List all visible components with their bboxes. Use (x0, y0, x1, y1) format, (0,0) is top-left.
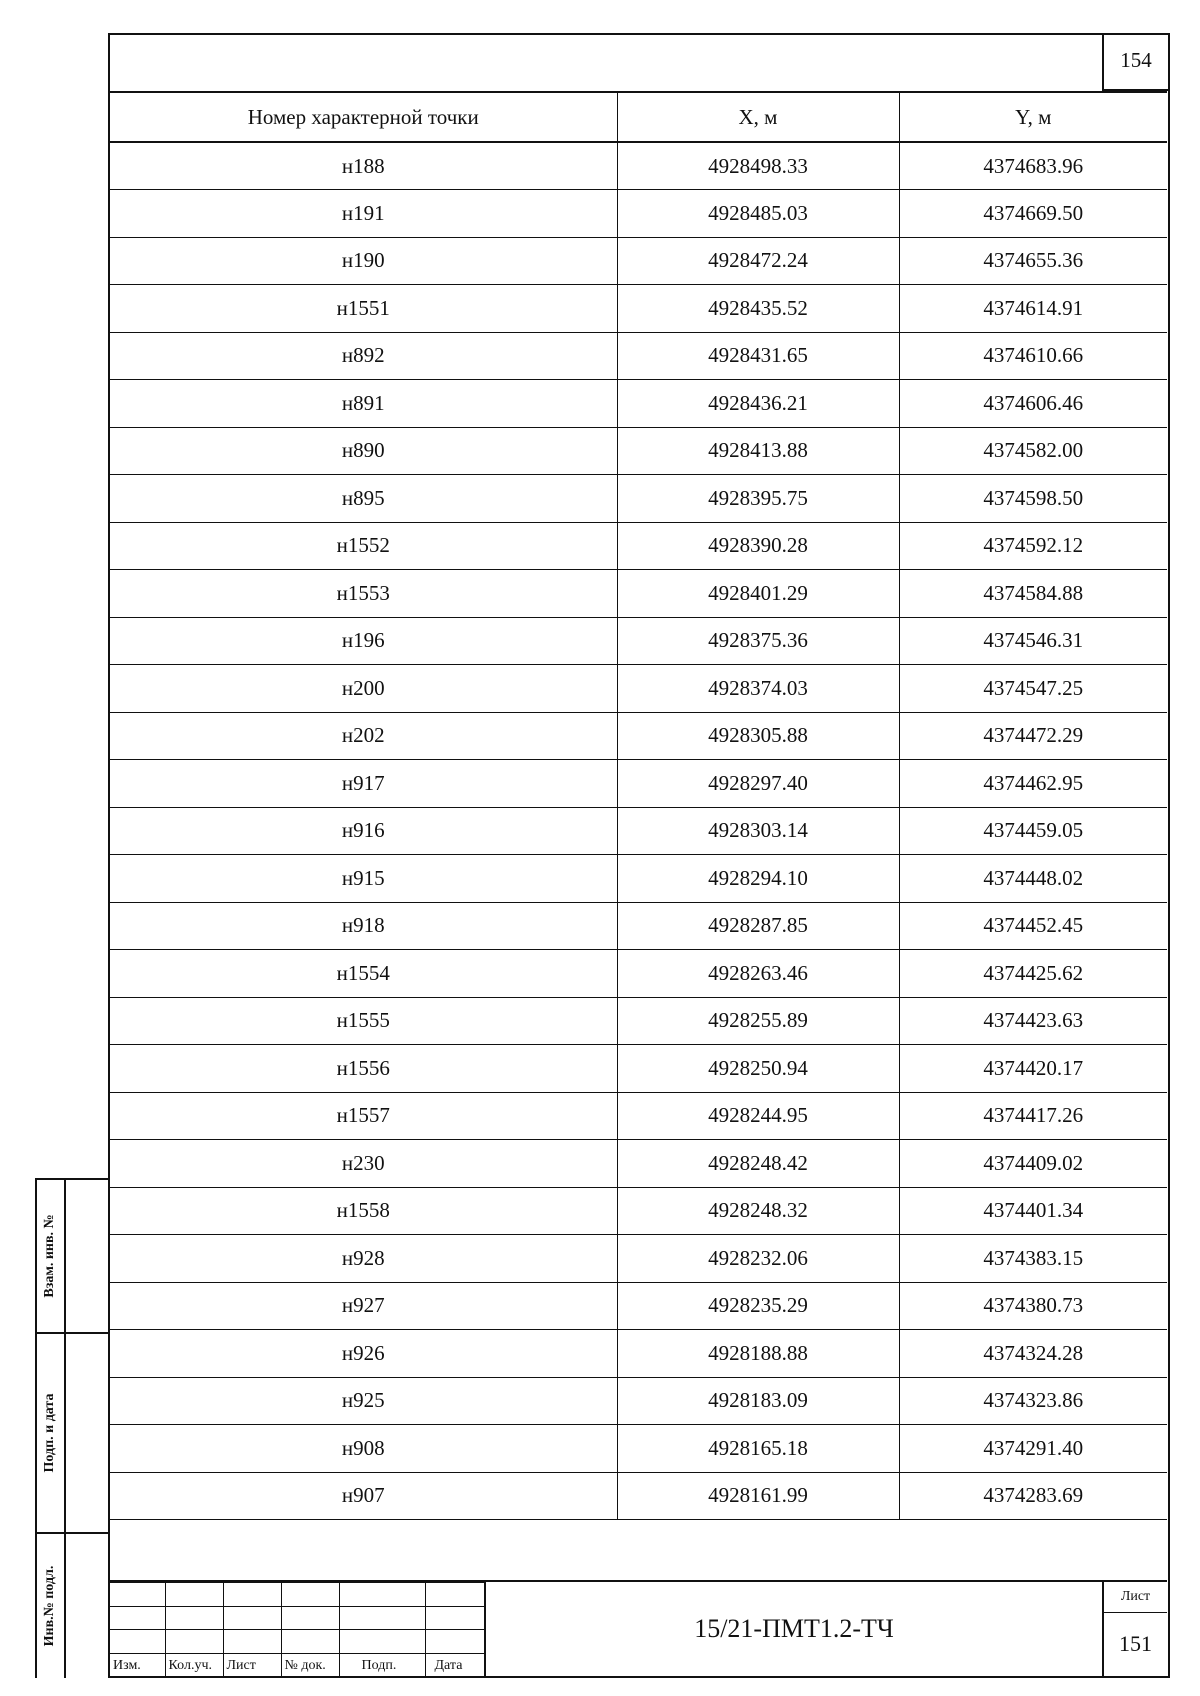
y-coordinate-cell: 4374380.73 (899, 1282, 1167, 1330)
y-coordinate-cell: 4374324.28 (899, 1330, 1167, 1378)
table-row (110, 807, 1167, 855)
point-number-cell: н200 (110, 665, 617, 713)
col-count: Кол.уч. (165, 1653, 223, 1677)
x-coordinate-cell: 4928431.65 (617, 332, 899, 380)
x-coordinate-cell: 4928255.89 (617, 997, 899, 1045)
point-number-cell: н1555 (110, 997, 617, 1045)
point-number-cell: н927 (110, 1282, 617, 1330)
y-coordinate-cell: 4374417.26 (899, 1092, 1167, 1140)
header-x: X, м (617, 92, 899, 142)
side-label-inv-original: Инв.№ подл. (42, 1565, 57, 1647)
revision-row (110, 1583, 484, 1607)
x-coordinate-cell: 4928250.94 (617, 1045, 899, 1093)
side-label-inv-replace: Взам. инв. № (42, 1214, 57, 1298)
sheet-number: 151 (1119, 1631, 1152, 1656)
table-row (110, 1425, 1167, 1473)
sheet-box (1102, 1582, 1167, 1676)
side-label-signature-date: Подп. и дата (42, 1393, 57, 1473)
table-row (110, 570, 1167, 618)
x-coordinate-cell: 4928305.88 (617, 712, 899, 760)
table-row (110, 1282, 1167, 1330)
y-coordinate-cell: 4374614.91 (899, 285, 1167, 333)
x-coordinate-cell: 4928294.10 (617, 855, 899, 903)
y-coordinate-cell: 4374592.12 (899, 522, 1167, 570)
point-number-cell: н892 (110, 332, 617, 380)
point-number-cell: н916 (110, 807, 617, 855)
table-row (110, 902, 1167, 950)
title-block (110, 1580, 1167, 1676)
x-coordinate-cell: 4928161.99 (617, 1472, 899, 1520)
y-coordinate-cell: 4374606.46 (899, 380, 1167, 428)
y-coordinate-cell: 4374323.86 (899, 1377, 1167, 1425)
y-coordinate-cell: 4374683.96 (899, 142, 1167, 190)
point-number-cell: н1553 (110, 570, 617, 618)
side-cell-inv-replace (37, 1180, 108, 1334)
y-coordinate-cell: 4374291.40 (899, 1425, 1167, 1473)
table-row (110, 285, 1167, 333)
x-coordinate-cell: 4928248.32 (617, 1187, 899, 1235)
table-row (110, 332, 1167, 380)
x-coordinate-cell: 4928303.14 (617, 807, 899, 855)
point-number-cell: н191 (110, 190, 617, 238)
y-coordinate-cell: 4374401.34 (899, 1187, 1167, 1235)
y-coordinate-cell: 4374582.00 (899, 427, 1167, 475)
x-coordinate-cell: 4928232.06 (617, 1235, 899, 1283)
col-sheet: Лист (223, 1653, 281, 1677)
x-coordinate-cell: 4928287.85 (617, 902, 899, 950)
point-number-cell: н890 (110, 427, 617, 475)
table-header-row (110, 92, 1167, 142)
table-row (110, 1472, 1167, 1520)
document-code: 15/21-ПМТ1.2-ТЧ (484, 1582, 1102, 1676)
table-row (110, 1330, 1167, 1378)
x-coordinate-cell: 4928248.42 (617, 1140, 899, 1188)
revision-header-row (110, 1653, 484, 1677)
y-coordinate-cell: 4374669.50 (899, 190, 1167, 238)
side-cell-inv-original (37, 1534, 108, 1678)
y-coordinate-cell: 4374459.05 (899, 807, 1167, 855)
header-point-number: Номер характерной точки (110, 92, 617, 142)
table-row (110, 1140, 1167, 1188)
y-coordinate-cell: 4374420.17 (899, 1045, 1167, 1093)
point-number-cell: н915 (110, 855, 617, 903)
left-margin-strip (35, 1178, 108, 1678)
x-coordinate-cell: 4928436.21 (617, 380, 899, 428)
point-number-cell: н917 (110, 760, 617, 808)
point-number-cell: н196 (110, 617, 617, 665)
table-row (110, 665, 1167, 713)
header-y: Y, м (899, 92, 1167, 142)
point-number-cell: н925 (110, 1377, 617, 1425)
table-row (110, 950, 1167, 998)
table-row (110, 1092, 1167, 1140)
x-coordinate-cell: 4928235.29 (617, 1282, 899, 1330)
point-number-cell: н926 (110, 1330, 617, 1378)
y-coordinate-cell: 4374283.69 (899, 1472, 1167, 1520)
point-number-cell: н918 (110, 902, 617, 950)
y-coordinate-cell: 4374448.02 (899, 855, 1167, 903)
col-change: Изм. (110, 1653, 165, 1677)
table-row (110, 190, 1167, 238)
y-coordinate-cell: 4374452.45 (899, 902, 1167, 950)
table-row (110, 380, 1167, 428)
table-row (110, 237, 1167, 285)
x-coordinate-cell: 4928188.88 (617, 1330, 899, 1378)
y-coordinate-cell: 4374425.62 (899, 950, 1167, 998)
x-coordinate-cell: 4928374.03 (617, 665, 899, 713)
y-coordinate-cell: 4374547.25 (899, 665, 1167, 713)
point-number-cell: н895 (110, 475, 617, 523)
x-coordinate-cell: 4928472.24 (617, 237, 899, 285)
x-coordinate-cell: 4928390.28 (617, 522, 899, 570)
point-number-cell: н202 (110, 712, 617, 760)
table-row (110, 760, 1167, 808)
col-signature: Подп. (339, 1653, 425, 1677)
revision-grid (110, 1582, 485, 1677)
table-row (110, 427, 1167, 475)
coordinates-table (110, 91, 1167, 1520)
x-coordinate-cell: 4928395.75 (617, 475, 899, 523)
table-row (110, 1235, 1167, 1283)
x-coordinate-cell: 4928165.18 (617, 1425, 899, 1473)
point-number-cell: н190 (110, 237, 617, 285)
point-number-cell: н891 (110, 380, 617, 428)
point-number-cell: н1554 (110, 950, 617, 998)
point-number-cell: н188 (110, 142, 617, 190)
y-coordinate-cell: 4374409.02 (899, 1140, 1167, 1188)
point-number-cell: н1558 (110, 1187, 617, 1235)
table-row (110, 712, 1167, 760)
table-row (110, 1377, 1167, 1425)
table-row (110, 1187, 1167, 1235)
side-cell-signature-date (37, 1334, 108, 1534)
x-coordinate-cell: 4928244.95 (617, 1092, 899, 1140)
point-number-cell: н908 (110, 1425, 617, 1473)
x-coordinate-cell: 4928401.29 (617, 570, 899, 618)
x-coordinate-cell: 4928413.88 (617, 427, 899, 475)
table-row (110, 997, 1167, 1045)
x-coordinate-cell: 4928375.36 (617, 617, 899, 665)
drawing-frame (108, 33, 1170, 1678)
table-row (110, 1045, 1167, 1093)
point-number-cell: н1556 (110, 1045, 617, 1093)
x-coordinate-cell: 4928485.03 (617, 190, 899, 238)
x-coordinate-cell: 4928263.46 (617, 950, 899, 998)
point-number-cell: н907 (110, 1472, 617, 1520)
table-body (110, 142, 1167, 1520)
table-row (110, 617, 1167, 665)
table-row (110, 855, 1167, 903)
point-number-cell: н230 (110, 1140, 617, 1188)
x-coordinate-cell: 4928498.33 (617, 142, 899, 190)
point-number-cell: н1552 (110, 522, 617, 570)
table-row (110, 142, 1167, 190)
point-number-cell: н1551 (110, 285, 617, 333)
x-coordinate-cell: 4928297.40 (617, 760, 899, 808)
y-coordinate-cell: 4374546.31 (899, 617, 1167, 665)
x-coordinate-cell: 4928183.09 (617, 1377, 899, 1425)
x-coordinate-cell: 4928435.52 (617, 285, 899, 333)
revision-row (110, 1606, 484, 1630)
y-coordinate-cell: 4374423.63 (899, 997, 1167, 1045)
revision-row (110, 1630, 484, 1654)
y-coordinate-cell: 4374655.36 (899, 237, 1167, 285)
sheet-label: Лист (1104, 1582, 1167, 1613)
y-coordinate-cell: 4374610.66 (899, 332, 1167, 380)
y-coordinate-cell: 4374383.15 (899, 1235, 1167, 1283)
y-coordinate-cell: 4374598.50 (899, 475, 1167, 523)
col-doc-number: № док. (281, 1653, 339, 1677)
y-coordinate-cell: 4374584.88 (899, 570, 1167, 618)
point-number-cell: н928 (110, 1235, 617, 1283)
y-coordinate-cell: 4374472.29 (899, 712, 1167, 760)
table-row (110, 522, 1167, 570)
table-row (110, 475, 1167, 523)
y-coordinate-cell: 4374462.95 (899, 760, 1167, 808)
point-number-cell: н1557 (110, 1092, 617, 1140)
col-date: Дата (425, 1653, 484, 1677)
page-number: 154 (1102, 35, 1168, 91)
